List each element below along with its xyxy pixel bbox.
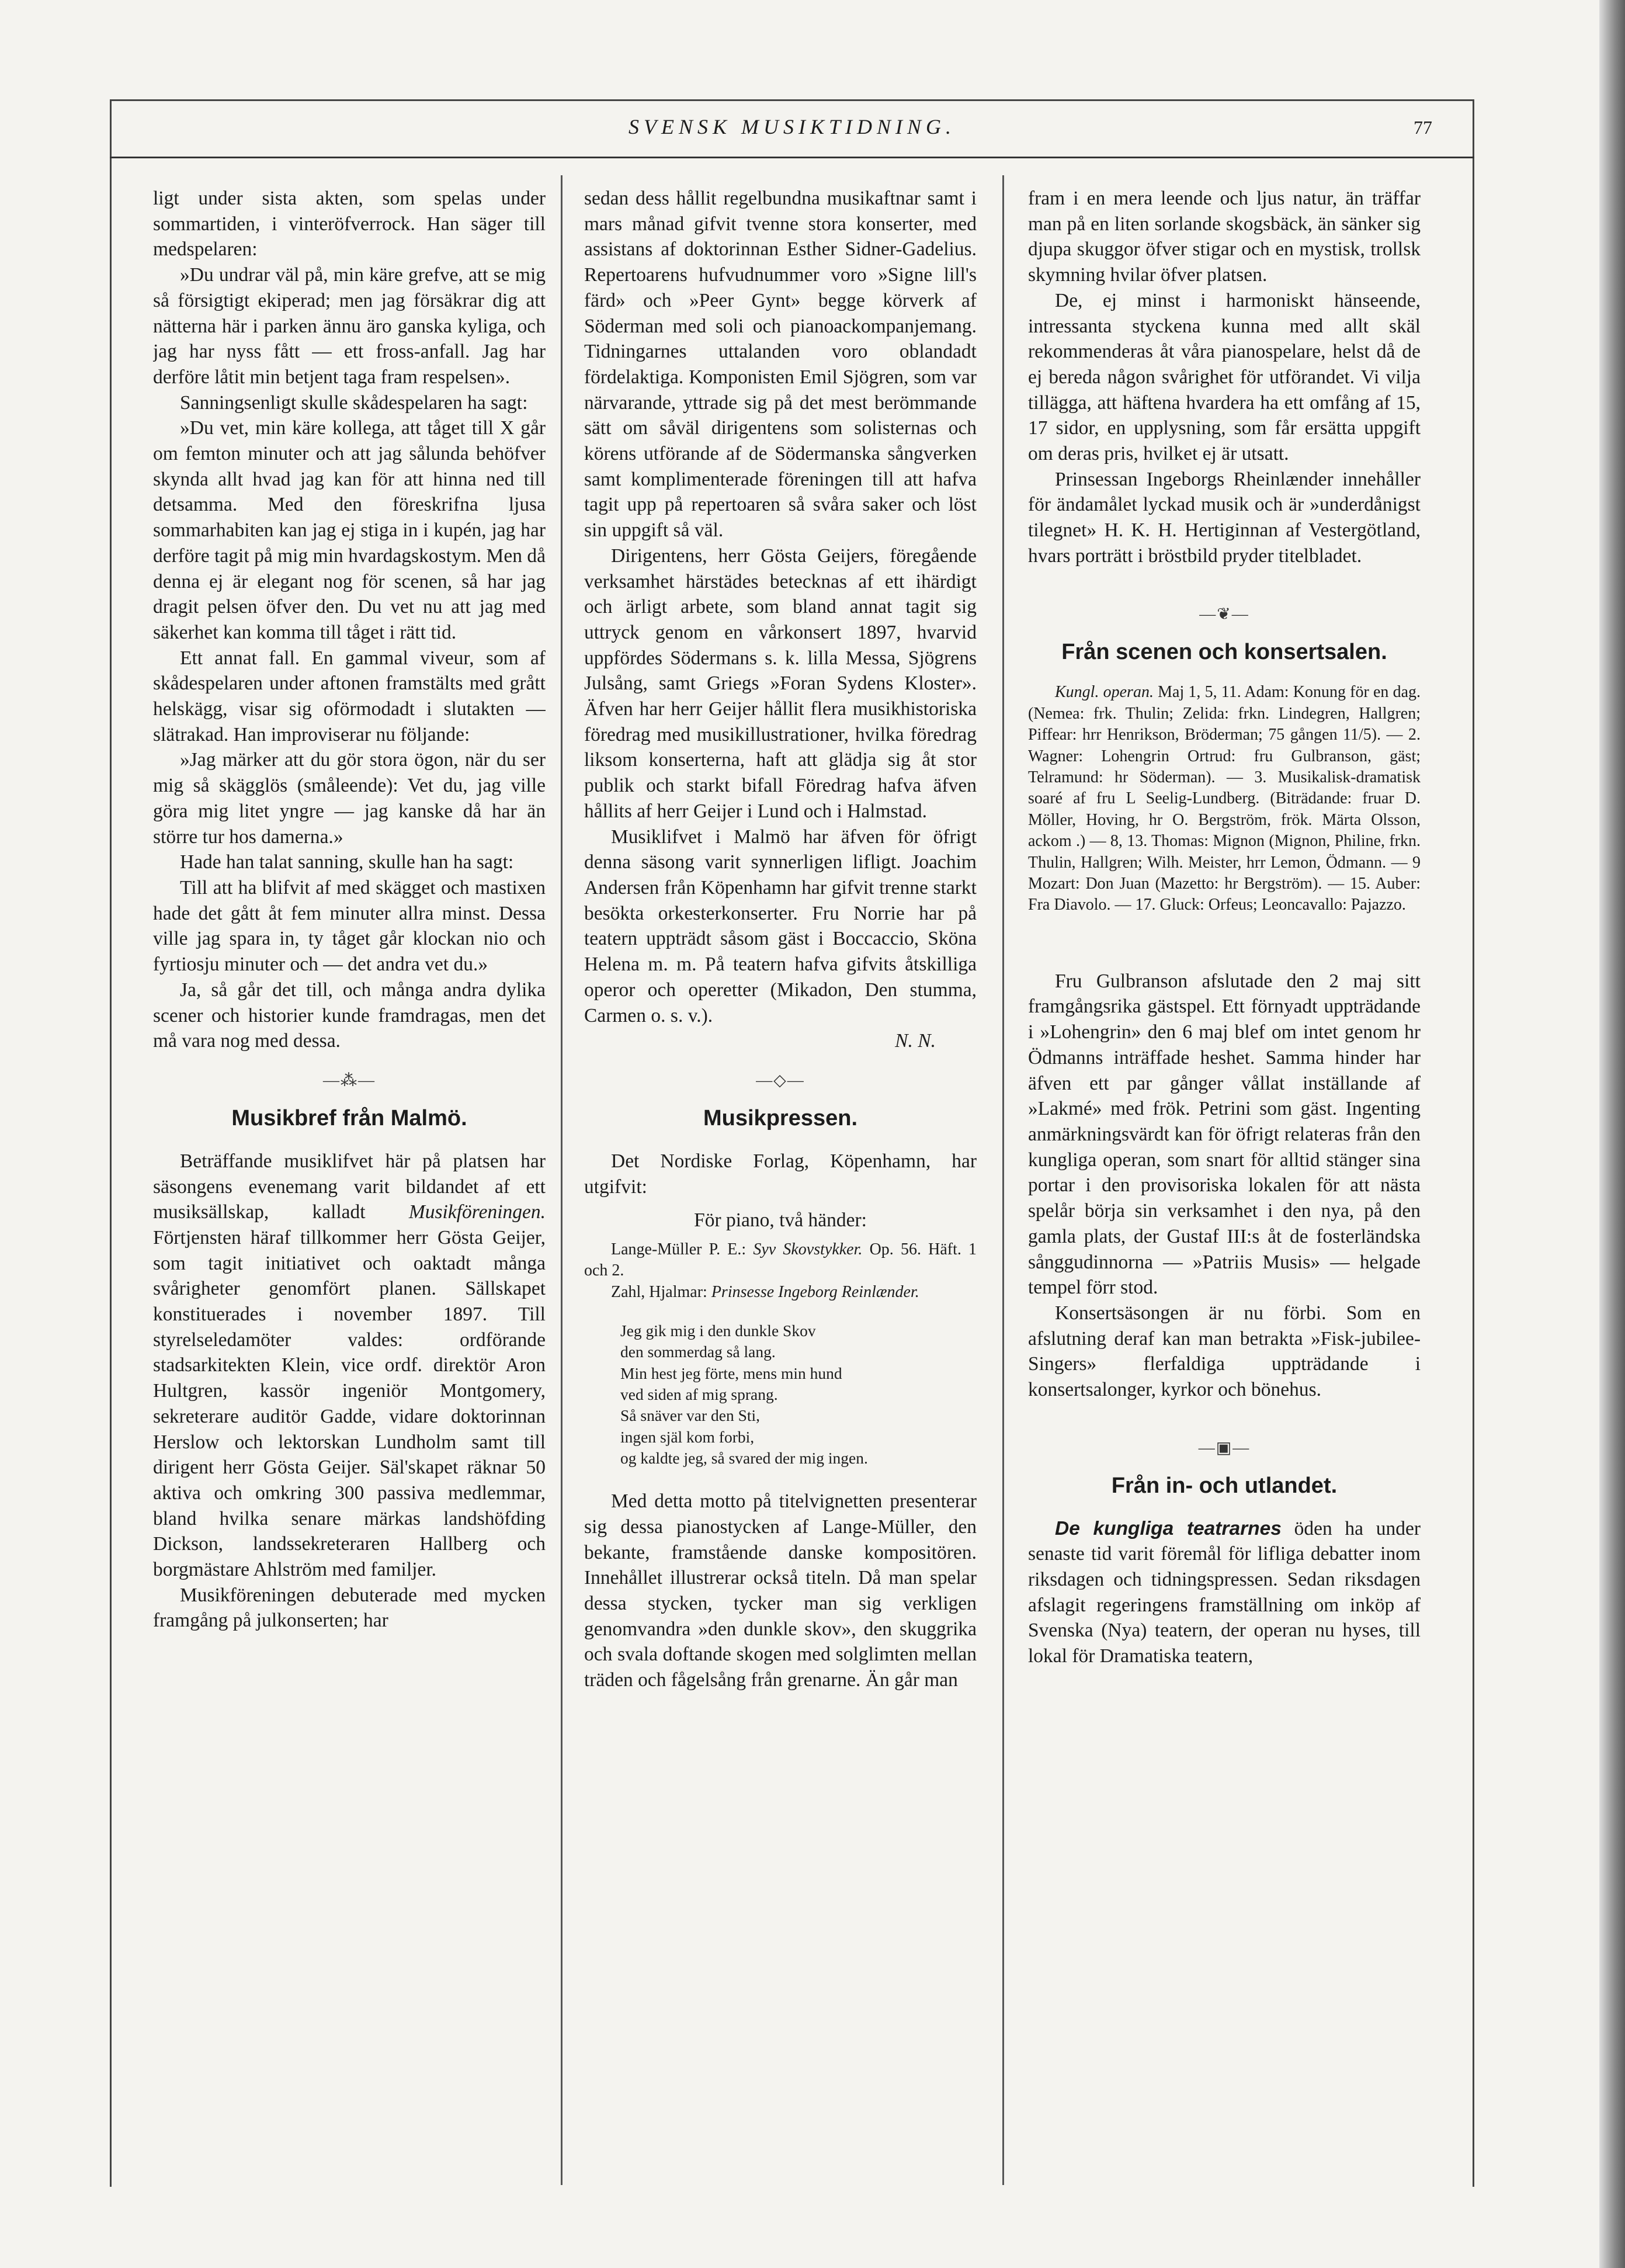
poem-line: Så snäver var den Sti, [620,1406,761,1425]
paragraph: ligt under sista akten, som spelas under sommartiden, i vinteröfverrock. Han säger till medspelaren: [153,188,546,261]
paragraph [1028,1516,1421,1669]
page-number: 77 [1414,117,1432,138]
column-1 [153,186,546,2172]
paragraph: Konsertsäsongen är nu förbi. Som en afslutning deraf kan man betrakta »Fisk-jubilee-Singers» flerfaldiga uppträdande i konsertsalonger, kyrkor och bönehus. [1028,1302,1421,1401]
lead-phrase: De kungliga teatrarnes [1055,1517,1282,1539]
paragraph: »Jag märker att du gör stora ögon, när du ser mig så skägglös (småleende): Vet du, jag ville göra mig litet yngre — jag kanske då har än större tur hos damerna.» [153,749,546,848]
emphasis: Kungl. operan. [1055,683,1154,702]
paragraph: Ett annat fall. En gammal viveur, som af skådespelaren under aftonen framstälts med grått helskägg, visar sig oförmodadt i slutakten — slätrakad. Han improviserar nu följande: [153,647,546,745]
paragraph: Prinsessan Ingeborgs Rheinlænder innehåller för ändamålet lyckad musik och är »underdånigst tilegnet» H. K. H. Hertiginnan af Vestergötland, hvars porträtt i bröstbild pryder titelbladet. [1028,468,1421,567]
section-heading-musikpressen: Musikpressen. [703,1106,857,1131]
paragraph: Det Nordiske Forlag, Köpenhamn, har utgifvit: [584,1150,977,1198]
column-divider-1 [561,175,562,2185]
section-ornament: —❦— [1199,605,1249,623]
poem-line: ingen själ kom forbi, [620,1427,755,1446]
paragraph: Ja, så går det till, och många andra dylika scener och historier kunde framdragas, men det må vara nog med dessa. [153,979,546,1052]
repertoire-listing [1028,682,1421,915]
text-run: Lange-Müller P. E.: [611,1240,746,1258]
paragraph: Med detta motto på titelvignetten presenterar sig dessa pianostycken af Lange-Müller, den bekante, framstående danske kompositören. Innehållet illustrerar också titeln. Då man spelar dessa stycken, tycker man sig verkligen genomvandra »den dunkle skov», den skuggrika och svala doftande skogen med solglimten mellan träden och fågelsång från grenarne. Än går man [584,1490,977,1691]
emphasis: Prinsesse Ingeborg Reinlænder. [711,1282,919,1301]
emphasis: Musikföreningen. [408,1201,546,1223]
paragraph: Dirigentens, herr Gösta Geijers, föregående verksamhet härstädes betecknas af ett ihärdigt och ärligt arbete, som bland annat tagit sig uttryck genom en vårkonsert 1897, hvarvid uppfördes Södermans s. k. lilla Messa, Sjögrens Julsång, samt Griegs »Foran Sydens Kloster». Äfven har herr Geijer hållit flera musikhistoriska föredrag med musikillustrationer, hvilka föredrag liksom konserterna, haft att glädja sig åt stor publik och starkt bifall Föredrag hafva äfven hållits af herr Geijer i Lund och i Halmstad. [584,545,977,822]
text-run: öden ha under senaste tid varit föremål för lifliga debatter inom riksdagen och tidningspressen. Sedan riksdagen afslagit regeringens framställning om inköp af Svenska (Nya) teatern, der operan nu hyses, till lokal för Dramatiska teatern, [1028,1517,1421,1667]
paragraph: Musiklifvet i Malmö har äfven för öfrigt denna säsong varit synnerligen lifligt. Joachim Andersen från Köpenhamn har gifvit trenne starkt besökta orkesterkonserter. Fru Norrie har på teatern uppträdt såsom gäst i Boccaccio, Sköna Helena m. m. På teatern hafva gifvits åtskilliga operor och operetter (Mikadon, Den stumma, Carmen o. s. v.). [584,826,977,1027]
paragraph: »Du vet, min käre kollega, att tåget till X går om femton minuter och att jag sålunda behöfver skynda allt hvad jag kan för att hinna ned till detsamma. Med den föreskrifna ljusa sommarhabiten kan jag ej stiga in i kupén, jag har derföre tagit på mig min hvardagskostym. Men då denna ej är elegant nog för scenen, så har jag dragit pelsen öfver den. Du vet nu att jag med säkerhet kan komma till tåget i rätt tid. [153,417,546,643]
motto-poem [584,1320,977,1469]
paragraph: fram i en mera leende och ljus natur, än träffar man på en liten sorlande skogsbäck, än sänker sig djupa skuggor öfver stigar och en mystisk, trollsk skymning hvilar öfver platsen. [1028,188,1421,286]
paragraph: De, ej minst i harmoniskt hänseende, intressanta styckena kunna med allt skäl rekommenderas åt våra pianospelare, helst då de ej bereda någon svårighet för utförandet. Vi vilja tillägga, att häftena hvardera ha ett omfång af 15, 17 sidor, en upplysning, som får ersätta uppgift om deras pris, hvilket ej är utsatt. [1028,289,1421,465]
paragraph: Till att ha blifvit af med skägget och mastixen hade det gått åt fem minuter allra minst. Dessa ville jag spara in, ty tåget går klockan nio och fyrtiosju minuter och — det andra vet du.» [153,876,546,976]
section-heading-utlandet: Från in- och utlandet. [1111,1473,1338,1499]
paragraph: Musikföreningen debuterade med mycken framgång på julkonserten; har [153,1584,546,1632]
header-rule [110,157,1474,158]
poem-line: Jeg gik mig i den dunkle Skov [620,1322,816,1340]
paragraph: sedan dess hållit regelbundna musikaftnar samt i mars månad gifvit tvenne stora konserter, med assistans af doktorinnan Esther Sidner-Gadelius. Repertoarens hufvudnummer voro »Signe lill's färd» och »Peer Gynt» begge körverk af Söderman med soli och pianoackompanjemang. Tidningarnes uttalanden voro oblandadt fördelaktiga. Komponisten Emil Sjögren, som var närvarande, yttrade sig på det mest berömmande sätt om såväl dirigentens som solisternas och körens utförande af de Södermanska sångverken samt komplimenterade föreningen till att hafva tagit upp på repertoaren så svåra saker och löst sin uppgift så väl. [584,188,977,542]
paragraph [153,1149,546,1583]
column-2 [584,186,977,2172]
poem-line: Min hest jeg förte, mens min hund [620,1364,842,1382]
text-run: Zahl, Hjalmar: [611,1282,707,1301]
text-run: Maj 1, 5, 11. Adam: Konung för en dag. (Nemea: frk. Thulin; Zelida: frkn. Lindegren, Hallgren; Piffear: hrr Henrikson, Bröderman; 75 gången 11/5). — 2. Wagner: Lohengrin Ortrud: fru Gulbranson, gäst; Telramund: hr Söderman). — 3. Musikalisk-dramatisk soaré af fru L Seelig-Lundberg. (Biträdande: fruar D. Möller, Hoving, hr O. Bergström, frök. Märta Olsson, ackom .) — 8, 13. Thomas: Mignon (Mignon, Philine, frkn. Thulin, Hallgren; Wilh. Meister, hrr Lemon, Ödmann. — 9 Mozart: Don Juan (Mazetto: hr Bergström). — 15. Auber: Fra Diavolo. — 17. Gluck: Orfeus; Leoncavallo: Pajazzo. [1028,683,1421,914]
emphasis: Syv Skovstykker. [753,1240,863,1258]
section-ornament: —▣— [1198,1438,1251,1457]
section-heading-scenen: Från scenen och konsertsalen. [1061,640,1387,665]
running-title: SVENSK MUSIKTIDNING. [628,115,956,138]
column-divider-2 [1002,175,1004,2185]
subheading: För piano, två händer: [694,1209,867,1232]
text-run: Op. 56. Häft. 1 och 2. [584,1240,977,1280]
poem-line: og kaldte jeg, så svared der mig ingen. [620,1448,868,1467]
paragraph: Sanningsenligt skulle skådespelaren ha sagt: [180,391,528,414]
publication-item [584,1239,977,1282]
section-ornament: —⁂— [323,1071,376,1090]
page-edge-shadow [1599,0,1625,2268]
poem-line: ved siden af mig sprang. [620,1385,778,1403]
paragraph: Hade han talat sanning, skulle han ha sagt: [180,851,514,873]
text-run: Beträffande musiklifvet här på platsen har säsongens evenemang varit bildandet af ett musiksällskap, kalladt [153,1150,546,1223]
column-3 [1028,186,1421,2172]
section-ornament: —◇— [756,1071,805,1090]
paragraph: Fru Gulbranson afslutade den 2 maj sitt framgångsrika gästspel. Ett förnyadt uppträdande i »Lohengrin» den 6 maj blef om intet genom hr Ödmanns inträffade heshet. Samma hinder har äfven ett par gånger vållat inställande af »Lakmé» med frök. Petrini som gäst. Ingenting anmärkningsvärdt kan för öfrigt relateras från den kungliga operan, som snart för alltid stänger sina portar i den provisoriska lokalen för att nästa spelår börja sin verksamhet i den nya, på den gamla plats, der Gustaf III:s åt de fosterländska sånggudinnorna — »Patriis Musis» — helgade tempel förr stod. [1028,970,1421,1299]
section-heading-malmo: Musikbref från Malmö. [231,1106,467,1131]
poem-line: den sommerdag så lang. [620,1343,776,1361]
publication-item [584,1282,977,1303]
signature: N. N. [895,1030,936,1052]
paragraph: »Du undrar väl på, min käre grefve, att se mig så försigtigt ekiperad; men jag försäkrar dig att nätterna här i parken ännu äro ganska kyliga, och jag har nyss fått — ett fross-anfall. Jag har derföre låtit min betjent taga fram respelsen». [153,264,546,388]
text-run: Förtjensten häraf tillkommer herr Gösta Geijer, som tagit initiativet och oaktadt många svårigheter genomfört planen. Sällskapet konstituerades i november 1897. Till styrelseledamöter valdes: ordförande stadsarkitekten Klein, vice ordf. direktör Aron Hultgren, kassör ingeniör Montgomery, sekreterare auditör Gadde, vidare doktorinnan Herslow och lektorskan Lundholm samt till dirigent herr Gösta Geijer. Säl'skapet räknar 50 aktiva och omkring 300 passiva medlemmar, bland hvilka senare märkas landshöfding Dickson, landssekreteraren Hallberg och borgmästare Ahlström med familjer. [153,1226,546,1581]
